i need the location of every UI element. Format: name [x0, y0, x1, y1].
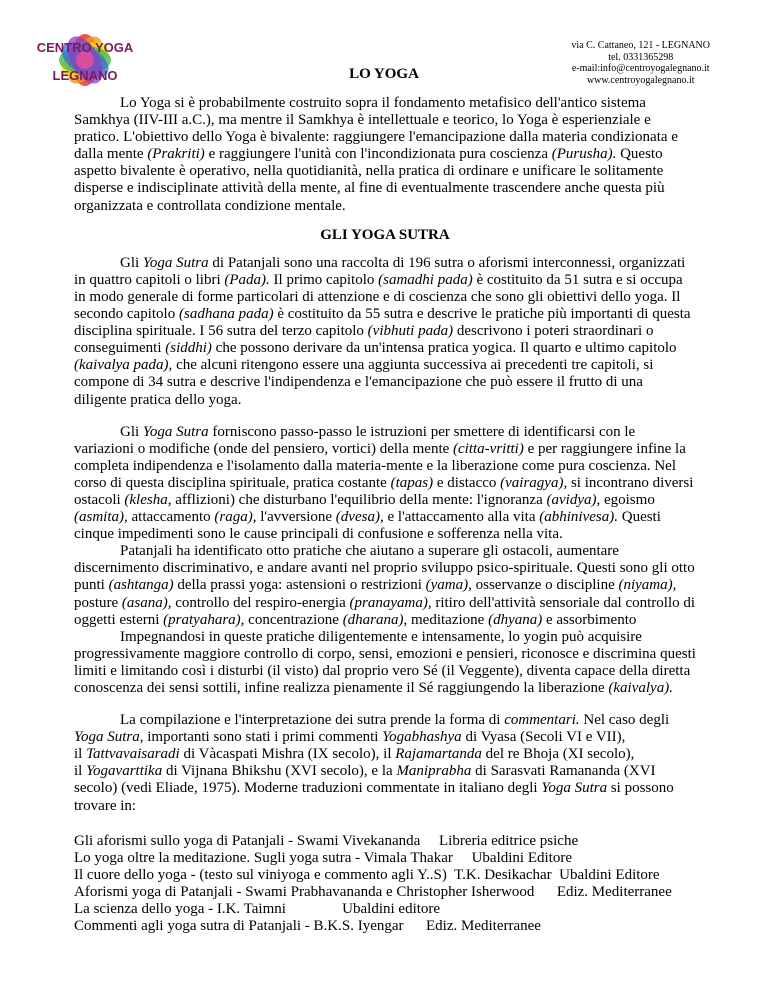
p1-run-7: (sadhana pada) [178, 306, 274, 323]
p2-run-18: e l'attaccamento alla vita [383, 509, 540, 526]
p2-run-9: (klesha, [124, 491, 172, 508]
p5-run-4: importanti sono stati i primi commenti [143, 729, 383, 746]
section-heading: GLI YOGA SUTRA [320, 226, 450, 243]
p2-run-15: (raga), [214, 509, 257, 526]
p2-run-3: (citta-vritti) [453, 440, 524, 457]
p5-run-17: Yoga Sutra [541, 780, 608, 797]
p0-run-3: (Purusha). [551, 146, 617, 163]
p2-run-2: forniscono passo-passo le istruzioni per smettere di identificarsi con le variazioni o modifiche (onde del pensiero, vortici) della mente [74, 423, 636, 457]
p1-run-3: (Pada). [224, 271, 270, 288]
p3-run-9: (pranayama), [349, 594, 432, 611]
p3-run-1: (ashtanga) [108, 577, 174, 594]
sutra-paragraph-2 [74, 424, 696, 544]
p2-run-12: egoismo [600, 491, 655, 508]
p2-run-0: Gli [120, 423, 143, 440]
p2-run-4: e per raggiungere infine la completa indipendenza e l'isolamento dalla materia-mente e la liberazione come pura coscienza. Nel corso di questa disciplina spirituale, pratica costante [74, 440, 686, 491]
p2-run-19: (abhinivesa). [539, 509, 618, 526]
contact-email: e-mail:info@centroyogalegnano.it [571, 63, 710, 74]
p1-run-13: (kaivalya pada), [74, 357, 173, 374]
p5-run-12: il [74, 763, 87, 780]
p3-run-3: (yama), [425, 577, 472, 594]
sutra-paragraph-3 [74, 543, 696, 628]
p5-run-9: di Vàcaspati Mishra (IX secolo), il [179, 746, 396, 763]
p5-run-0: La compilazione e l'interpretazione dei sutra prende la forma di [120, 712, 505, 729]
p1-run-4: Il primo capitolo [269, 271, 379, 288]
p1-run-8: è costituito da 55 sutra e descrive le pratiche più importanti di questa disciplina spirituale. I 56 sutra del terzo capitolo [74, 306, 691, 340]
p5-run-8: Tattvavaisaradi [86, 746, 180, 763]
p5-run-18: si possono trovare in: [74, 780, 674, 814]
sutra-paragraph-1 [74, 255, 696, 409]
logo-text-line1: CENTRO YOGA [36, 40, 134, 55]
p1-run-5: (samadhi pada) [378, 271, 473, 288]
intro-paragraph [74, 95, 696, 215]
p2-run-13: (asmita), [74, 509, 128, 526]
p5-run-7: il [74, 746, 87, 763]
p2-run-20: Questi cinque impedimenti sono le cause principali di confusione e sofferenza nella vita. [74, 509, 661, 543]
bibliography-item: Aforismi yoga di Patanjali - Swami Prabhavananda e Christopher Isherwood Ediz. Mediterranee [74, 883, 672, 900]
p2-run-6: e distacco [433, 474, 501, 491]
p1-run-9: (vibhuti pada) [367, 323, 454, 340]
sutra-paragraph-4 [74, 629, 696, 697]
p1-run-11: (siddhi) [165, 340, 212, 357]
p5-run-2: Nel caso degli [579, 712, 670, 729]
p5-run-11: del re Bhoja (XI secolo), [481, 746, 635, 763]
p4-run-0: Impegnandosi in queste pratiche diligentemente e intensamente, lo yogin può acquisire progressivamente maggiore controllo di corpo, sensi, emozioni e pensieri, riconosce e discrimina questi limiti e limitando così i disturbi (il visto) dal proprio vero Sé (il Veggente), diventa capace della diretta conoscenza dei sensi sottili, infine realizza pienamente il Sé raggiungendo la liberazione [74, 628, 696, 696]
p3-run-5: (niyama), [618, 577, 677, 594]
bibliography-item: Commenti agli yoga sutra di Patanjali - B.K.S. Iyengar Ediz. Mediterranee [74, 918, 541, 935]
p5-run-15: Maniprabha [396, 763, 472, 780]
p5-run-6: di Vyasa (Secoli VI e VII), [461, 729, 626, 746]
p3-run-14: meditazione [407, 611, 489, 628]
p4-run-1: (kaivalya). [608, 680, 673, 696]
bibliography-item: Lo yoga oltre la meditazione. Sugli yoga sutra - Vimala Thakar Ubaldini Editore [74, 849, 572, 866]
p1-run-6: è costituito da 51 sutra e si occupa in modo generale di forme particolari di attenzione e di coscienza che sono gli obiettivi dello yoga. Il secondo capitolo [74, 271, 683, 323]
p0-run-4: Questo aspetto bivalente è operativo, nella quotidianità, nella pratica di ordinare e unificare le solitamente disperse e indisciplinate attività della mente, al fine di eventualmente trascendere anche questa più organizzata e controllata condizione mentale. [74, 146, 665, 214]
p2-run-10: afflizioni) che disturbano l'equilibrio della mente: l'ignoranza [171, 491, 547, 508]
p1-run-1: Yoga Sutra [142, 254, 209, 271]
p2-run-7: (vairagya), [500, 474, 568, 491]
p3-run-11: (pratyahara), [163, 611, 245, 628]
p3-run-6: posture [74, 594, 122, 611]
p2-run-16: l'avversione [256, 509, 336, 526]
p2-run-17: (dvesa), [335, 509, 384, 526]
commentary-paragraph [74, 712, 696, 815]
bibliography-item: Gli aforismi sullo yoga di Patanjali - Swami Vivekananda Libreria editrice psiche [74, 832, 579, 849]
p5-run-10: Rajamartanda [395, 746, 482, 763]
p3-run-15: (dhyana) [488, 611, 543, 628]
bibliography-item: Il cuore dello yoga - (testo sul viniyoga e commento agli Y..S) T.K. Desikachar Ubaldini Editore [74, 866, 660, 883]
p3-run-13: (dharana), [342, 611, 408, 628]
contact-website: www.centroyogalegnano.it [586, 74, 695, 86]
p5-run-14: di Vijnana Bhikshu (XVI secolo), e la [162, 763, 397, 780]
p1-run-14: che alcuni ritengono essere una aggiunta successiva ai precedenti tre capitoli, si compone di 34 sutra e descrive l'indipendenza e l'emancipazione che può essere il frutto di una diligente pratica dello yoga. [74, 357, 654, 408]
p2-run-14: attaccamento [127, 509, 215, 526]
contact-phone: tel. 0331365298 [608, 51, 674, 63]
document-title: LO YOGA [349, 66, 419, 82]
p2-run-8: si incontrano diversi ostacoli [74, 474, 694, 508]
p3-run-4: osservanze o discipline [471, 577, 619, 594]
bibliography-item: La scienza dello yoga - I.K. Taimni Ubaldini editore [74, 901, 441, 918]
p5-run-5: Yogabhashya [382, 729, 462, 746]
p0-run-1: (Prakriti) [147, 146, 205, 163]
document-body [74, 95, 696, 935]
p5-run-3: Yoga Sutra, [74, 729, 144, 746]
p5-run-1: commentari. [504, 712, 580, 729]
p2-run-11: (avidya), [546, 491, 601, 508]
p3-run-12: concentrazione [244, 611, 343, 628]
p0-run-0: Lo Yoga si è probabilmente costruito sopra il fondamento metafisico dell'antico sistema Samkhya (IIV-III a.C.), ma mentre il Samkhya è intellettuale e teorico, lo Yoga è esperienziale e pratico. L'obiettivo dello Yoga è bivalente: raggiungere l'emancipazione dalla materia condizionata e dalla mente [74, 95, 678, 163]
contact-block [571, 40, 710, 86]
p2-run-5: (tapas) [390, 474, 434, 491]
p1-run-10: descrivono i poteri straordinari o conseguimenti [74, 323, 654, 357]
p3-run-0: Patanjali ha identificato otto pratiche che aiutano a superare gli ostacoli, aumentare discernimento discriminativo, e andare avanti nel proprio sviluppo psico-spirituale. Questi sono gli otto punti [74, 543, 695, 594]
p5-run-16: di Sarasvati Ramananda (XVI secolo) (vedi Eliade, 1975). Moderne traduzioni commentate in italiano degli [74, 763, 656, 797]
p3-run-2: della prassi yoga: astensioni o restrizioni [173, 577, 426, 594]
p3-run-16: e assorbimento [542, 611, 637, 628]
contact-address: via C. Cattaneo, 121 - LEGNANO [571, 40, 710, 51]
p0-run-2: e raggiungere l'unità con l'incondizionata pura coscienza [204, 146, 552, 163]
p5-run-13: Yogavarttika [86, 763, 163, 780]
p3-run-7: (asana), [121, 594, 172, 611]
p1-run-2: di Patanjali sono una raccolta di 196 sutra o aforismi interconnessi, organizzati in quattro capitoli o libri [74, 254, 686, 288]
logo-text-line2: LEGNANO [52, 68, 118, 83]
p3-run-10: ritiro dell'attività sensoriale dal controllo di oggetti esterni [74, 594, 696, 628]
bibliography-list [74, 833, 696, 936]
p2-run-1: Yoga Sutra [142, 423, 209, 440]
p1-run-0: Gli [120, 254, 143, 271]
p1-run-12: che possono derivare da un'intensa pratica yogica. Il quarto e ultimo capitolo [211, 340, 677, 357]
p3-run-8: controllo del respiro-energia [171, 594, 350, 611]
